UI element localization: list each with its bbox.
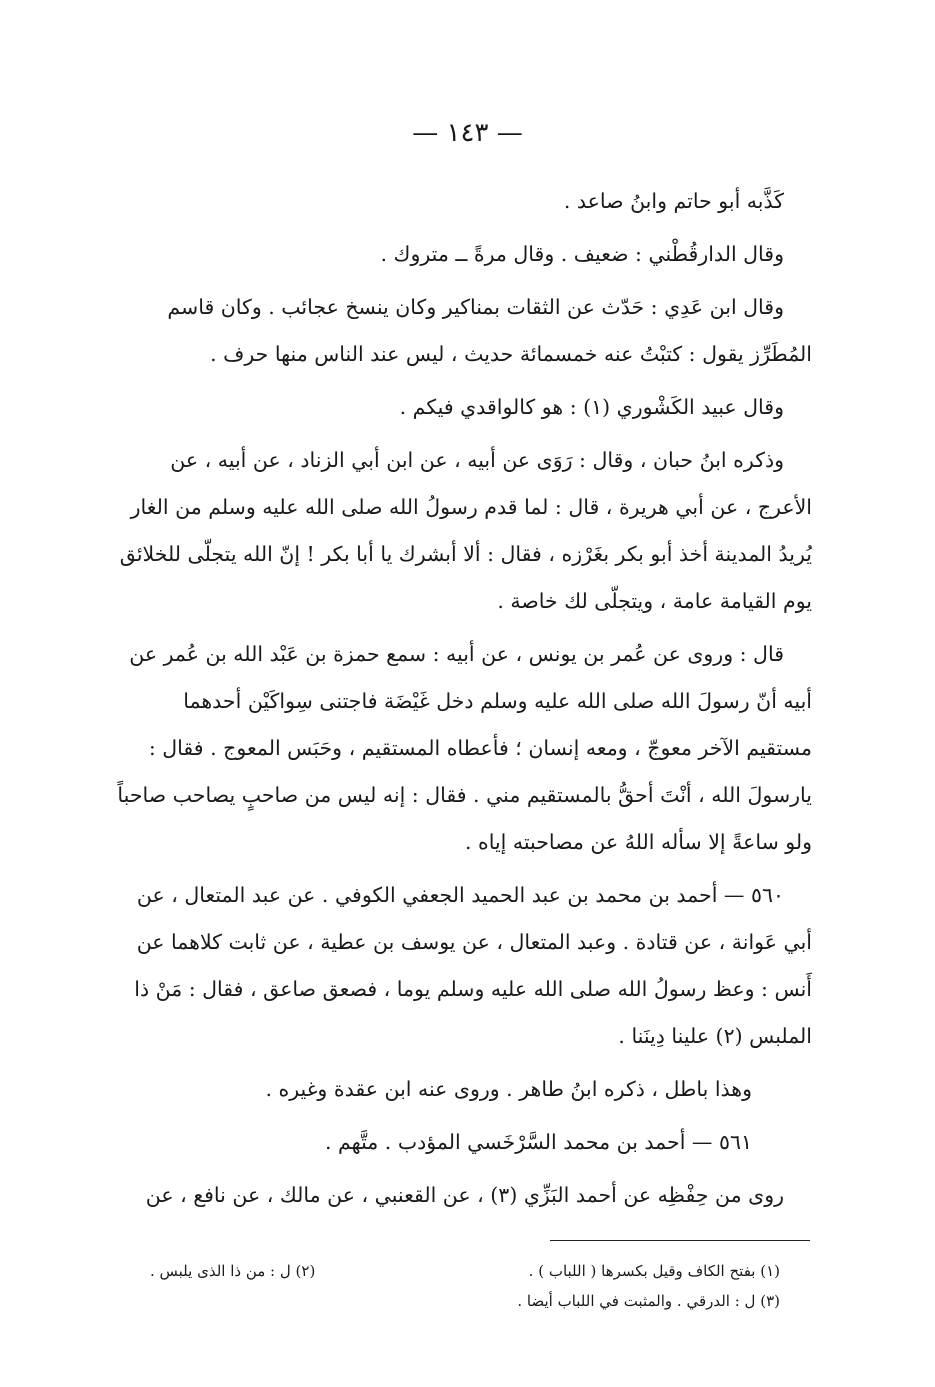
paragraph: وذكره ابنُ حبان ، وقال : رَوَى عن أبيه ، عن ابن أبي الزناد ، عن أبيه ، عن الأعرج ، عن أبي هريرة ، قال : لما قدم رسولُ الله صلى الله عليه وسلم من الغار يُريدُ المدينة أخذ أبو بكر بغَرْزه ، فقال : ألا أبشرك يا أبا بكر ! إنّ الله يتجلّى للخلائق يوم القيامة عامة ، ويتجلّى لك خاصة . — [119, 448, 812, 613]
page-number: — ١٤٣ — — [412, 118, 523, 148]
footnote-2: (٢) ل : من ذا الذى يلبس . — [150, 1262, 316, 1280]
paragraph: قال : وروى عن عُمر بن يونس ، عن أبيه : سمع حمزة بن عَبْد الله بن عُمر عن أبيه أنّ رسولَ الله صلى الله عليه وسلم دخل غَيْضَة فاجتنى سِواكَيْن أحدهما مستقيم الآخر معوجّ ، ومعه إنسان ؛ فأعطاه المستقيم ، وحَبَس المعوج . فقال : يارسولَ الله ، أنْتَ أحقُّ بالمستقيم مني . فقال : إنه ليس من صاحبٍ يصاحب صاحباً ولو ساعةً إلا سأله اللهُ عن مصاحبته إياه . — [117, 642, 812, 854]
entry-paragraph: ٥٦١ — أحمد بن محمد السَّرْخَسي المؤدب . متَّهم . — [324, 1130, 752, 1154]
footnote-1: (١) بفتح الكاف وقيل بكسرها ( اللباب ) . — [528, 1262, 780, 1280]
paragraph: وقال الدارقُطْني : ضعيف . وقال مرةً ــ متروك . — [380, 242, 784, 266]
footnote-3: (٣) ل : الدرقي . والمثبت في اللباب أيضا . — [517, 1292, 780, 1310]
entry-paragraph: ٥٦٠ — أحمد بن محمد بن عبد الحميد الجعفي الكوفي . عن عبد المتعال ، عن أبي عَوانة ، عن قتادة . وعبد المتعال ، عن يوسف بن عطية ، عن ثابت كلاهما عن أَنس : وعظ رسولُ الله صلى الله عليه وسلم يوما ، فصعق صاعق ، فقال : مَنْ ذا الملبس (٢) علينا دِينَنا . — [134, 883, 812, 1048]
footnote-row — [150, 1256, 780, 1286]
paragraph: وهذا باطل ، ذكره ابنُ طاهر . وروى عنه ابن عقدة وغيره . — [265, 1077, 752, 1101]
paragraph: وقال ابن عَدِي : حَدّث عن الثقات بمناكير وكان ينسخ عجائب . وكان قاسم المُطَرِّز يقول : كتبْتُ عنه خمسمائة حديث ، ليس عند الناس منها حرف . — [167, 295, 812, 366]
footnotes — [150, 1256, 780, 1316]
paragraph: كَذَّبه أبو حاتم وابنُ صاعد . — [563, 189, 784, 213]
paragraph: روى من حِفْظِه عن أحمد البَزِّي (٣) ، عن القعنبي ، عن مالك ، عن نافع ، عن — [145, 1183, 784, 1207]
paragraph: وقال عبيد الكَشْوري (١) : هو كالواقدي فيكم . — [399, 395, 784, 419]
footnote-divider — [550, 1240, 810, 1241]
body-text — [112, 178, 812, 1225]
